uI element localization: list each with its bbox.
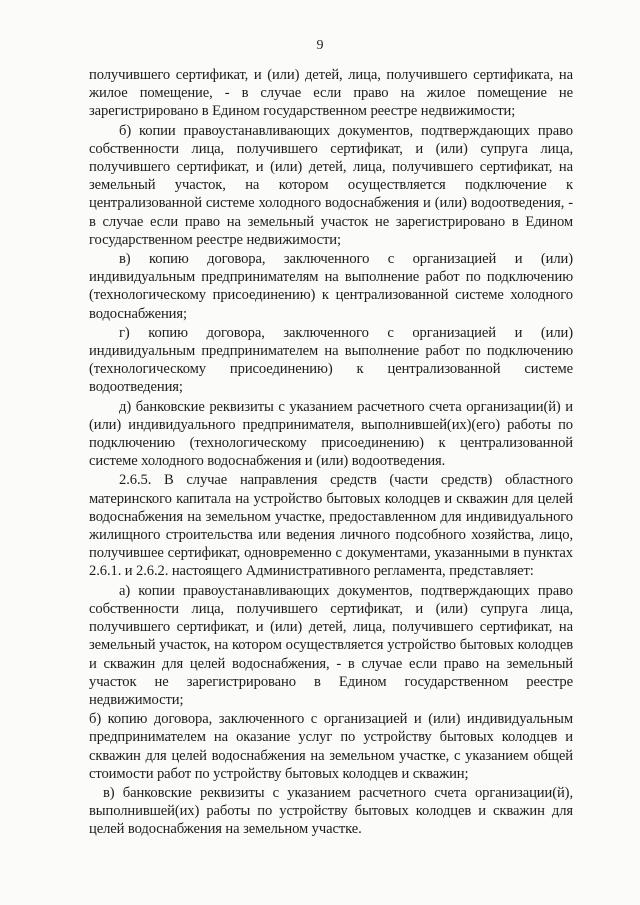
paragraph-item-b2: б) копию договора, заключенного с организацией и (или) индивидуальным предпринимателем на оказание услуг по устройству бытовых колодцев и скважин для целей водоснабжения на земельном участке, с указанием общей стоимости работ по устройству бытовых колодцев и скважин; [89,711,573,782]
paragraph-item-d: д) банковские реквизиты с указанием расчетного счета организации(й) и (или) индивидуального предпринимателя, выполнившей(их)(его) работы по подключению (технологическому присоединению) к централизованной системе холодного водоснабжения и (или) водоотведения. [89,398,573,470]
page-number: 9 [316,38,324,53]
paragraph-item-v: в) копию договора, заключенного с организацией и (или) индивидуальным предпринимателям на выполнение работ по подключению (технологическому присоединению) к централизованной системе холодного водоснабжения; [89,251,573,322]
document-body [89,66,573,839]
paragraph-item-a: а) копии правоустанавливающих документов, подтверждающих право собственности лица, получившего сертификат, и (или) супруга лица, получившего сертификат, и (или) детей, лица, получившего сертификат, на земельный участок, на котором осуществляется устройство бытовых колодцев и скважин для целей водоснабжения, - в случае если право на земельный участок не зарегистрировано в Едином государственном реестре недвижимости; [89,582,573,708]
paragraph-continuation: получившего сертификат, и (или) детей, лица, получившего сертификата, на жилое помещение, - в случае если право на жилое помещение не зарегистрировано в Едином государственном реестре недвижимости; [89,67,573,120]
paragraph-item-b: б) копии правоустанавливающих документов, подтверждающих право собственности лица, получившего сертификат, и (или) супруга лица, получившего сертификат, и (или) детей, лица, получившего сертификат, на земельный участок, на котором осуществляется подключение к централизованной системе холодного водоснабжения и (или) водоотведения, - в случае если право на земельный участок не зарегистрировано в Едином государственном реестре недвижимости; [89,122,573,248]
paragraph-section-2-6-5: 2.6.5. В случае направления средств (части средств) областного материнского капитала на устройство бытовых колодцев и скважин для целей водоснабжения на земельном участке, предоставленном для индивидуального жилищного строительства или ведения личного подсобного хозяйства, лицо, получившее сертификат, одновременно с документами, указанными в пунктах 2.6.1. и 2.6.2. настоящего Административного регламента, представляет: [89,472,573,580]
paragraph-item-v2: в) банковские реквизиты с указанием расчетного счета организации(й), выполнившей(их) работы по устройству бытовых колодцев и скважин для целей водоснабжения на земельном участке. [89,784,573,838]
paragraph-item-g: г) копию договора, заключенного с организацией и (или) индивидуальным предпринимателем на выполнение работ по подключению (технологическому присоединению) к централизованной системе водоотведения; [89,324,573,396]
